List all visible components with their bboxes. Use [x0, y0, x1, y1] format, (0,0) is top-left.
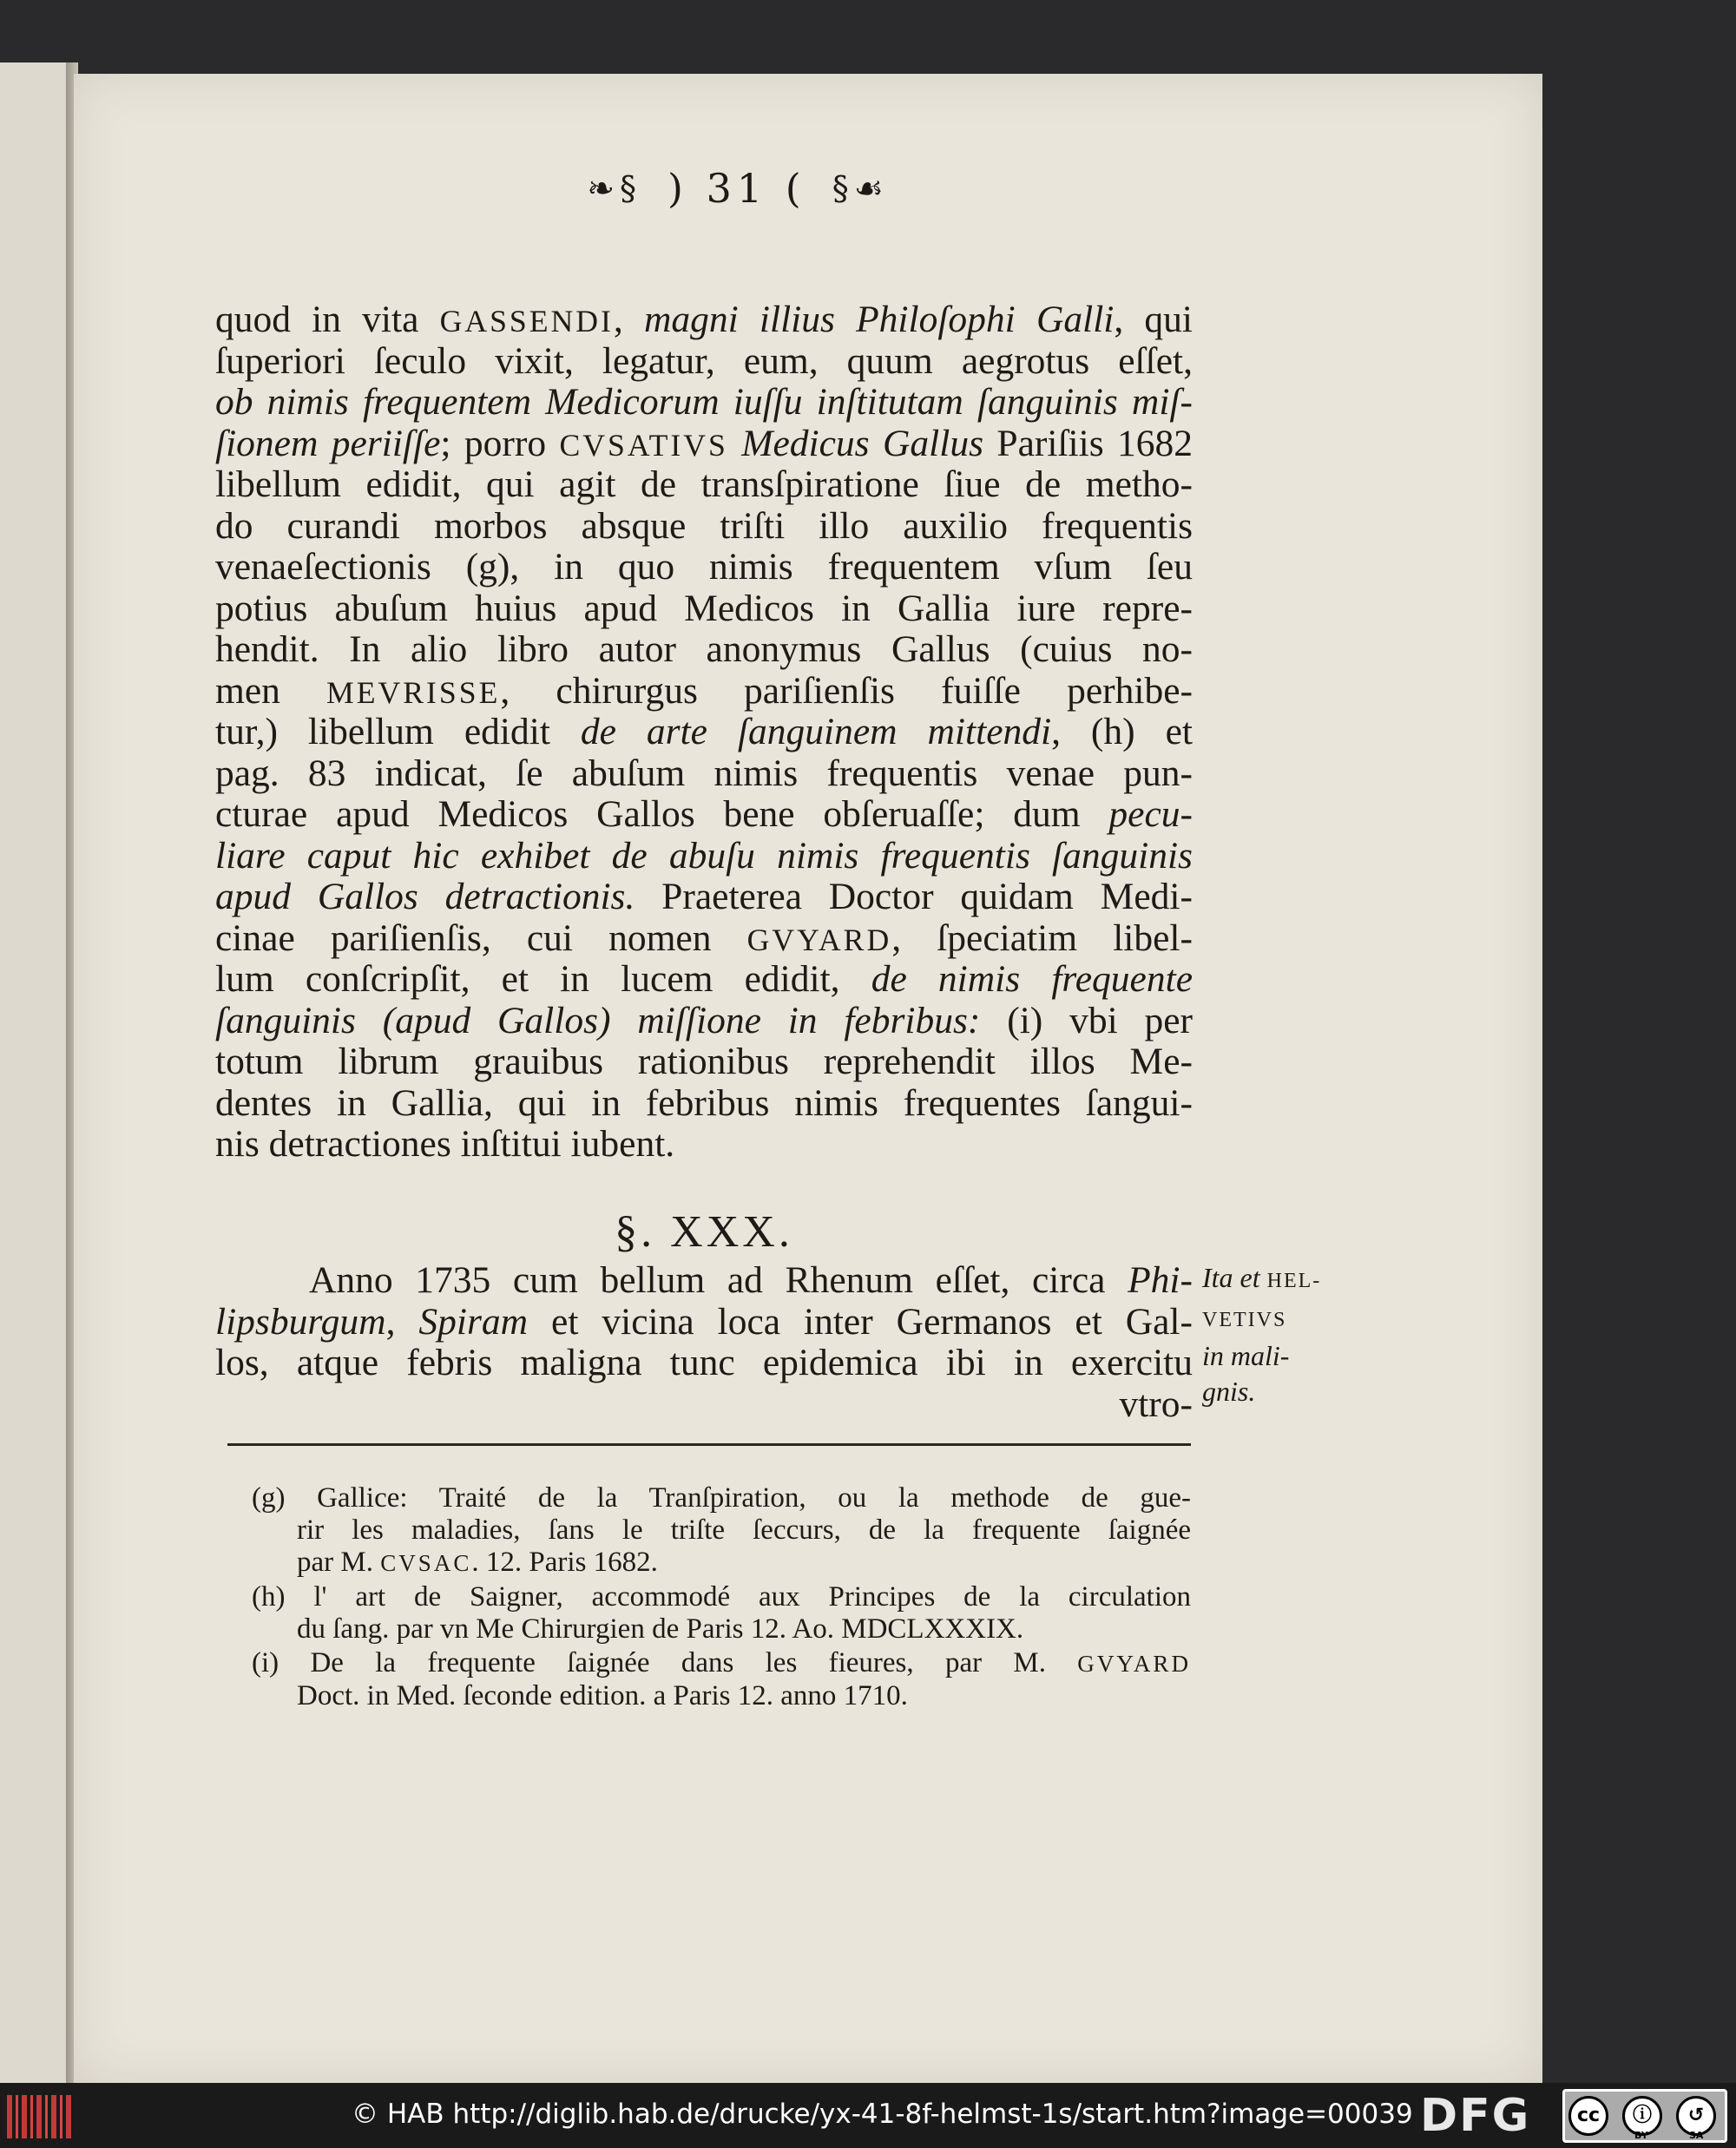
- margin-line: [1202, 1374, 1358, 1409]
- text-run: quod in vita: [215, 299, 440, 340]
- section-heading: §. XXX.: [615, 1207, 793, 1257]
- cc-icon: cc: [1568, 2096, 1608, 2136]
- text-run: ſuperiori ſeculo vixit, legatur, eum, quum aegrotus eſſet,: [215, 339, 1193, 382]
- text-run: (i) vbi per: [980, 999, 1193, 1041]
- text-run: lum conſcripſit, et in lucem edidit,: [215, 958, 871, 1000]
- text-run: libellum edidit, qui agit de transſpiratione ſiue de metho-: [215, 463, 1193, 505]
- barcode-icon: [7, 2095, 71, 2138]
- text-line: [215, 1041, 1193, 1083]
- text-run: (i) De la frequente ſaignée dans les fieures, par M.: [252, 1647, 1078, 1678]
- italic-run: lipsburgum: [215, 1300, 386, 1343]
- text-run: hendit. In alio libro autor anonymus Gallus (cuius no-: [215, 628, 1193, 670]
- text-run: et vicina loca inter Germanos et Gal-: [528, 1300, 1194, 1343]
- text-line: [215, 341, 1193, 383]
- text-line: [215, 547, 1193, 588]
- italic-run: ob nimis frequentem Medicorum iuſſu inſtitutam ſanguinis miſ-: [215, 381, 1193, 423]
- text-line: [215, 918, 1193, 960]
- text-run: do curandi morbos absque triſti illo auxilio frequentis: [215, 504, 1193, 547]
- running-head: [521, 158, 955, 219]
- footnote: [252, 1482, 1191, 1580]
- small-caps-name: MEVRISSE: [326, 674, 501, 710]
- footnote-line: [252, 1613, 1191, 1645]
- license-sa-label: SA: [1689, 2130, 1704, 2141]
- italic-run: ſionem periiſſe: [215, 422, 441, 464]
- text-run: rir les maladies, ſans le triſte ſeccurs, de la frequente ſaignée: [297, 1514, 1191, 1546]
- text-line: [215, 299, 1193, 341]
- right-ornament: §☙: [832, 169, 889, 207]
- text-run: (h) l' art de Saigner, accommodé aux Principes de la circulation: [252, 1581, 1191, 1613]
- small-caps-name: CVSAC: [380, 1550, 472, 1576]
- marginal-note: [1202, 1260, 1358, 1409]
- catchword: vtro-: [1119, 1383, 1193, 1425]
- italic-run: pecu-: [1108, 793, 1193, 835]
- facing-page-edge: [0, 62, 69, 2083]
- italic-run: in mali-: [1202, 1340, 1290, 1371]
- italic-run: magni illius Philoſophi Galli: [643, 299, 1115, 340]
- italic-run: Medicus Gallus: [741, 422, 983, 464]
- text-line: [215, 877, 1193, 918]
- text-run: venaeſectionis (g), in quo nimis frequentem vſum ſeu: [215, 546, 1193, 588]
- text-line: [215, 424, 1193, 465]
- footnote-line: [252, 1482, 1191, 1514]
- footnote-line: [252, 1547, 1191, 1580]
- text-line: [215, 382, 1193, 424]
- text-run: cinae pariſienſis, cui nomen: [215, 916, 747, 959]
- footnote-line: [252, 1581, 1191, 1613]
- italic-run: apud Gallos detractionis.: [215, 876, 635, 917]
- margin-line: [1202, 1260, 1358, 1299]
- text-line: [215, 753, 1193, 795]
- text-line: [215, 1260, 1193, 1302]
- text-run: , (h) et: [1051, 711, 1193, 752]
- footnote-line: [252, 1514, 1191, 1547]
- dfg-logo: DFG: [1420, 2090, 1531, 2142]
- text-line: [215, 1124, 1193, 1166]
- text-run: par M.: [297, 1547, 381, 1578]
- text-run: ,: [613, 299, 644, 340]
- italic-run: ſanguinis (apud Gallos) miſſione in febribus:: [215, 999, 981, 1041]
- text-run: . 12. Paris 1682.: [471, 1547, 658, 1578]
- footnote-line: [252, 1647, 1191, 1680]
- footnote: [252, 1647, 1191, 1712]
- text-line: [215, 588, 1193, 630]
- footnotes: [252, 1482, 1191, 1714]
- small-caps-name: VETIVS: [1202, 1309, 1287, 1331]
- small-caps-name: HEL-: [1266, 1270, 1322, 1292]
- text-line: [215, 836, 1193, 877]
- text-run: Anno 1735 cum bellum ad Rhenum eſſet, circa: [309, 1259, 1128, 1301]
- text-line: [215, 506, 1193, 548]
- small-caps-name: GASSENDI: [439, 304, 614, 338]
- margin-line: [1202, 1338, 1358, 1374]
- text-run: cturae apud Medicos Gallos bene obſeruaſſe; dum: [215, 793, 1109, 835]
- text-line: [215, 794, 1193, 836]
- license-badge[interactable]: [1562, 2089, 1727, 2143]
- text-run: Praeterea Doctor quidam Medi-: [635, 876, 1193, 917]
- text-line: [215, 1083, 1193, 1125]
- text-run: tur,) libellum edidit: [215, 711, 581, 752]
- text-run: dentes in Gallia, qui in febribus nimis frequentes ſangui-: [215, 1081, 1193, 1124]
- italic-run: Phi-: [1128, 1259, 1193, 1301]
- footnote-line: [252, 1680, 1191, 1712]
- text-line: [215, 629, 1193, 671]
- text-run: , ſpeciatim libel-: [891, 916, 1193, 959]
- italic-run: liare caput hic exhibet de abuſu nimis frequentis ſanguinis: [215, 834, 1193, 877]
- footnote: [252, 1581, 1191, 1645]
- italic-run: gnis.: [1202, 1376, 1256, 1407]
- text-run: Doct. in Med. ſeconde edition. a Paris 12. anno 1710.: [297, 1680, 908, 1711]
- text-run: ; porro: [440, 422, 560, 464]
- text-run: Pariſiis 1682: [983, 422, 1193, 464]
- text-run: men: [215, 669, 327, 712]
- sa-icon: ↺: [1676, 2096, 1716, 2136]
- copyright-link[interactable]: © HAB http://diglib.hab.de/drucke/yx-41-8f-helmst-1s/start.htm?image=00039: [352, 2099, 1413, 2130]
- text-run: nis detractiones inſtitui iubent.: [215, 1123, 675, 1165]
- text-run: , qui: [1114, 299, 1194, 340]
- text-line: [215, 671, 1193, 713]
- text-line: [215, 1001, 1193, 1042]
- italic-run: Ita et: [1202, 1262, 1267, 1293]
- text-run: totum librum grauibus rationibus reprehendit illos Me-: [215, 1041, 1193, 1082]
- main-paragraph: [215, 299, 1193, 1166]
- margin-line: [1202, 1299, 1358, 1338]
- text-run: (g) Gallice: Traité de la Tranſpiration, ou la methode de gue-: [252, 1482, 1191, 1514]
- text-run: pag. 83 indicat, ſe abuſum nimis frequentis venae pun-: [215, 752, 1193, 794]
- text-run: du ſang. par vn Me Chirurgien de Paris 12. Ao. MDCLXXXIX.: [297, 1613, 1024, 1645]
- small-caps-name: GVYARD: [1077, 1651, 1191, 1677]
- text-line: [215, 1302, 1193, 1343]
- text-run: los, atque febris maligna tunc epidemica ibi in exercitu: [215, 1342, 1193, 1383]
- italic-run: Spiram: [418, 1300, 529, 1343]
- italic-run: de arte ſanguinem mittendi: [580, 711, 1052, 752]
- text-run: ,: [385, 1300, 419, 1343]
- text-line: [215, 464, 1193, 506]
- text-line: [215, 959, 1193, 1001]
- small-caps-name: GVYARD: [746, 922, 892, 957]
- license-by-label: BY: [1634, 2130, 1648, 2141]
- small-caps-name: CVSATIVS: [559, 427, 728, 463]
- footnote-rule: [227, 1443, 1191, 1446]
- text-run: , chirurgus pariſienſis fuiſſe perhibe-: [500, 669, 1193, 712]
- left-ornament: ❧§: [587, 169, 642, 207]
- italic-run: de nimis frequente: [871, 958, 1194, 1000]
- text-run: potius abuſum huius apud Medicos in Gallia iure repre-: [215, 587, 1193, 629]
- text-run: [728, 423, 741, 464]
- text-line: [215, 1343, 1193, 1384]
- by-icon: ⓘ: [1622, 2096, 1662, 2136]
- section-paragraph: [215, 1260, 1193, 1425]
- page-number: ) 31 (: [667, 165, 806, 212]
- text-line: [215, 712, 1193, 753]
